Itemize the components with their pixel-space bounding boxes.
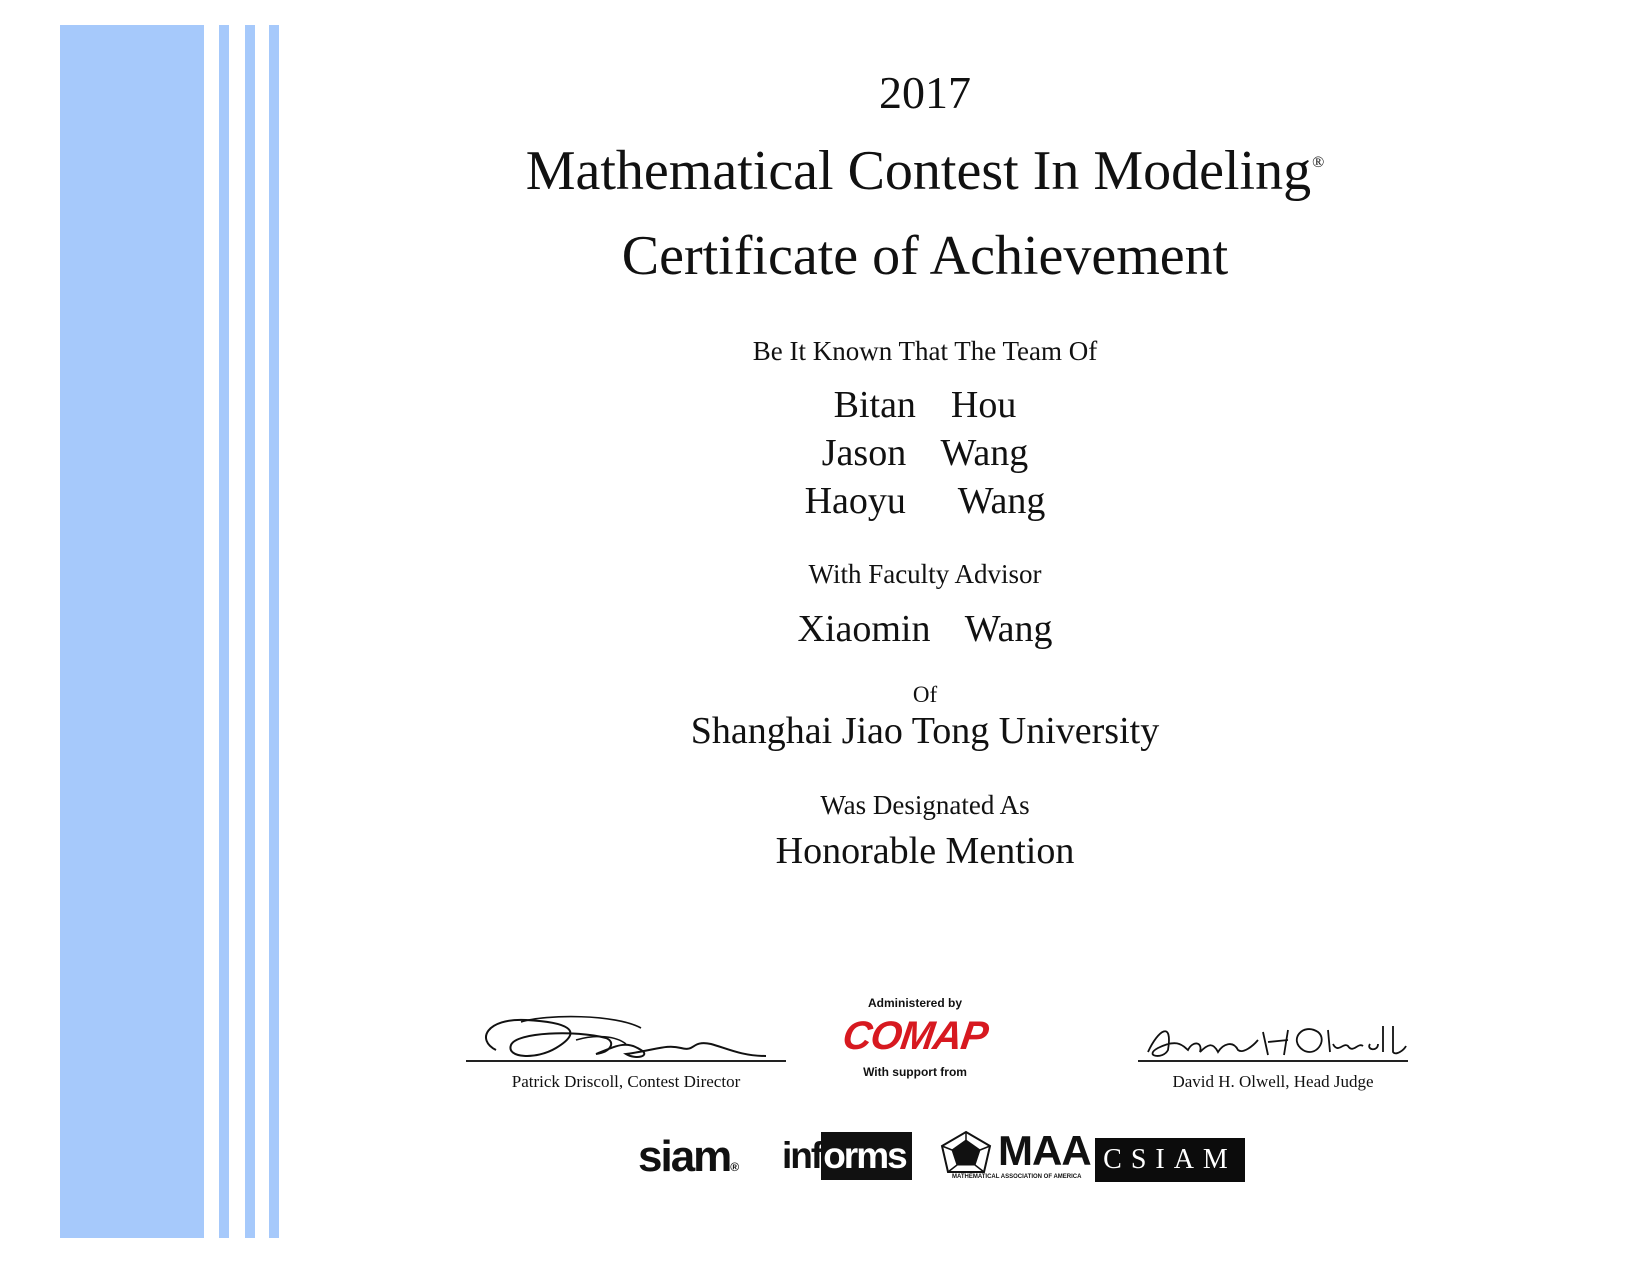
administered-by-label: Administered by [867,996,963,1010]
team-member: Jason Wang [821,432,1029,474]
head-judge-caption: David H. Olwell, Head Judge [1172,1072,1374,1091]
polyhedron-icon [938,1130,994,1178]
of-label: Of [912,682,938,707]
contest-title [280,140,1570,202]
award-title: Honorable Mention [775,830,1075,872]
advisor-name: Xiaomin Wang [797,608,1053,650]
csiam-logo: CSIAM [1095,1138,1245,1182]
informs-box: orms [821,1132,911,1180]
informs-prefix: inf [782,1135,822,1176]
decorative-stripe [245,25,255,1238]
team-member: Haoyu Wang [804,480,1046,522]
certificate-title: Certificate of Achievement [621,225,1229,287]
certificate-year: 2017 [879,67,971,118]
comap-logo: COMAP [840,1014,991,1058]
signature-line [1138,1060,1408,1062]
contest-director-caption: Patrick Driscoll, Contest Director [511,1072,741,1091]
support-label: With support from [863,1065,967,1079]
siam-logo [638,1132,740,1181]
registered-mark: ® [1312,154,1325,171]
contest-director-signature-block [466,1010,786,1100]
maa-logo-text: MAA [998,1127,1091,1174]
team-member: Bitan Hou [833,384,1017,426]
signature-line [466,1060,786,1062]
advisor-label: With Faculty Advisor [808,559,1042,589]
designated-label: Was Designated As [820,790,1030,820]
siam-logo-text: siam [638,1132,731,1181]
contest-title-text: Mathematical Contest In Modeling [525,140,1312,202]
decorative-stripe [269,25,279,1238]
university-name: Shanghai Jiao Tong University [690,710,1160,752]
decorative-stripe-wide [60,25,204,1238]
decorative-stripe [219,25,229,1238]
informs-logo [782,1132,912,1178]
intro-text: Be It Known That The Team Of [752,336,1098,366]
maa-subtitle: MATHEMATICAL ASSOCIATION OF AMERICA [952,1174,1082,1180]
siam-registered-mark: ® [730,1160,740,1174]
head-judge-signature-block [1138,1010,1408,1100]
administered-by-block [830,996,1000,1079]
maa-logo [938,1127,1091,1182]
